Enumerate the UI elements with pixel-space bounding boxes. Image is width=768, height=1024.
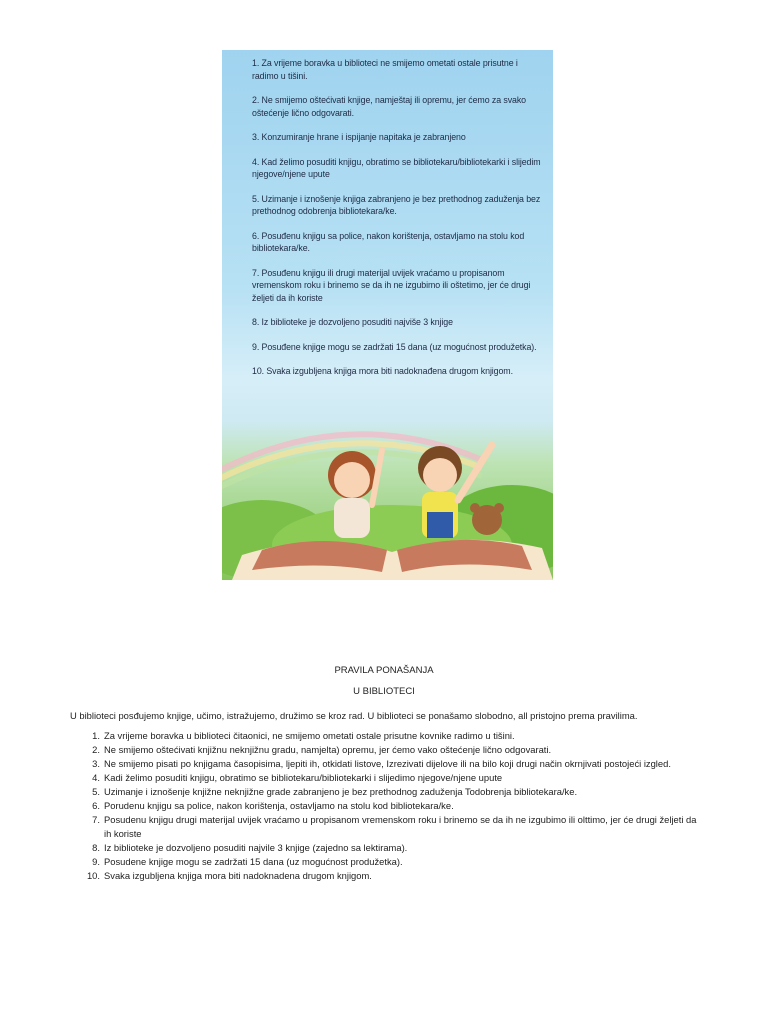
list-item: 7. Posudenu knjigu drugi materijal uvijek vraćamo u propisanom vremenskom roku i brinemo se da ih ne izgubimo ili olttimo, jer će drugi željeti da ih koriste [92,814,697,839]
poster-rule: 7. Posuđenu knjigu ili drugi materijal uvijek vraćamo u propisanom vremenskom roku i brinemo se da ih ne izgubimo ili oštetimo, jer će drugi željeti da ih koriste [252,267,531,304]
poster-rule: 9. Posuđene knjige mogu se zadržati 15 dana (uz mogućnost produžetka). [252,341,537,353]
list-item: 9. Posudene knjige mogu se zadržati 15 dana (uz mogućnost produžetka). [92,856,403,867]
list-item: 1. Za vrijeme boravka u biblioteci čitaonici, ne smijemo ometati ostale prisutne kovnike radimo u tišini. [92,730,515,741]
document-subtitle: U BIBLIOTECI [353,686,415,697]
poster-rules-list [252,58,548,391]
list-item: 10. Svaka izgubljena knjiga mora biti nadoknadena drugom knjigom. [86,870,372,881]
poster-rule: 3. Konzumiranje hrane i ispijanje napitaka je zabranjeno [252,132,466,143]
poster-rule: 10. Svaka izgubljena knjiga mora biti nadoknađena drugom knjigom. [252,366,513,377]
poster-rule: 4. Kad želimo posuditi knjigu, obratimo se bibliotekaru/bibliotekarki i slijedim njegove/njene upute [252,156,541,180]
rules-list [70,729,700,883]
intro-paragraph: U biblioteci posđujemo knjige, učimo, istražujemo, družimo se kroz rad. U biblioteci se ponašamo slobodno, all pristojno prema pravilima. [70,710,638,721]
list-item: 6. Porudenu knjigu sa police, nakon korištenja, ostavljamo na stolu kod bibliotekara/ke. [92,800,454,811]
poster-rule: 1. Za vrijeme boravka u biblioteci ne smijemo ometati ostale prisutne i radimo u tišini. [252,58,518,82]
library-rules-poster [222,50,553,580]
poster-rule: 5. Uzimanje i iznošenje knjiga zabranjeno je bez prethodnog zaduženja bez prethodnog odobrenja bibliotekara/ke. [252,193,541,217]
list-item: 8. Iz biblioteke je dozvoljeno posuditi najvile 3 knjige (zajedno sa lektirama). [92,842,408,853]
list-item: 2. Ne smijemo oštećivati knjižnu neknjižnu gradu, namjelta) opremu, jer ćemo vako oštećenje lično odgovarati. [92,744,552,755]
document-title: PRAVILA PONAŠANJA [334,665,434,676]
list-item: 3. Ne smijemo pisati po knjigama časopisima, ljepiti ih, otkidati listove, Izrezivati dijelove ili na bilo koji drugi način okrnjivati postojeći izgled. [92,758,671,769]
children-reading-illustration [222,420,553,580]
poster-rule: 2. Ne smijemo oštećivati knjige, namještaj ili opremu, jer ćemo za svako oštećenje lično odgovarati. [252,95,526,119]
list-item: 4. Kadi želimo posuditi knjigu, obratimo se bibliotekaru/bibliotekarki i slijedimo njegove/njene upute [92,772,503,783]
list-item: 5. Uzimanje i iznošenje knjižne neknjižne grade zabranjeno je bez prethodnog zaduženja Todobrenja bibliotekara/ke. [92,786,578,797]
poster-rule: 6. Posuđenu knjigu sa police, nakon korištenja, ostavljamo na stolu kod bibliotekara/ke. [252,230,525,254]
poster-rule: 8. Iz biblioteke je dozvoljeno posuditi najviše 3 knjige [252,317,453,328]
